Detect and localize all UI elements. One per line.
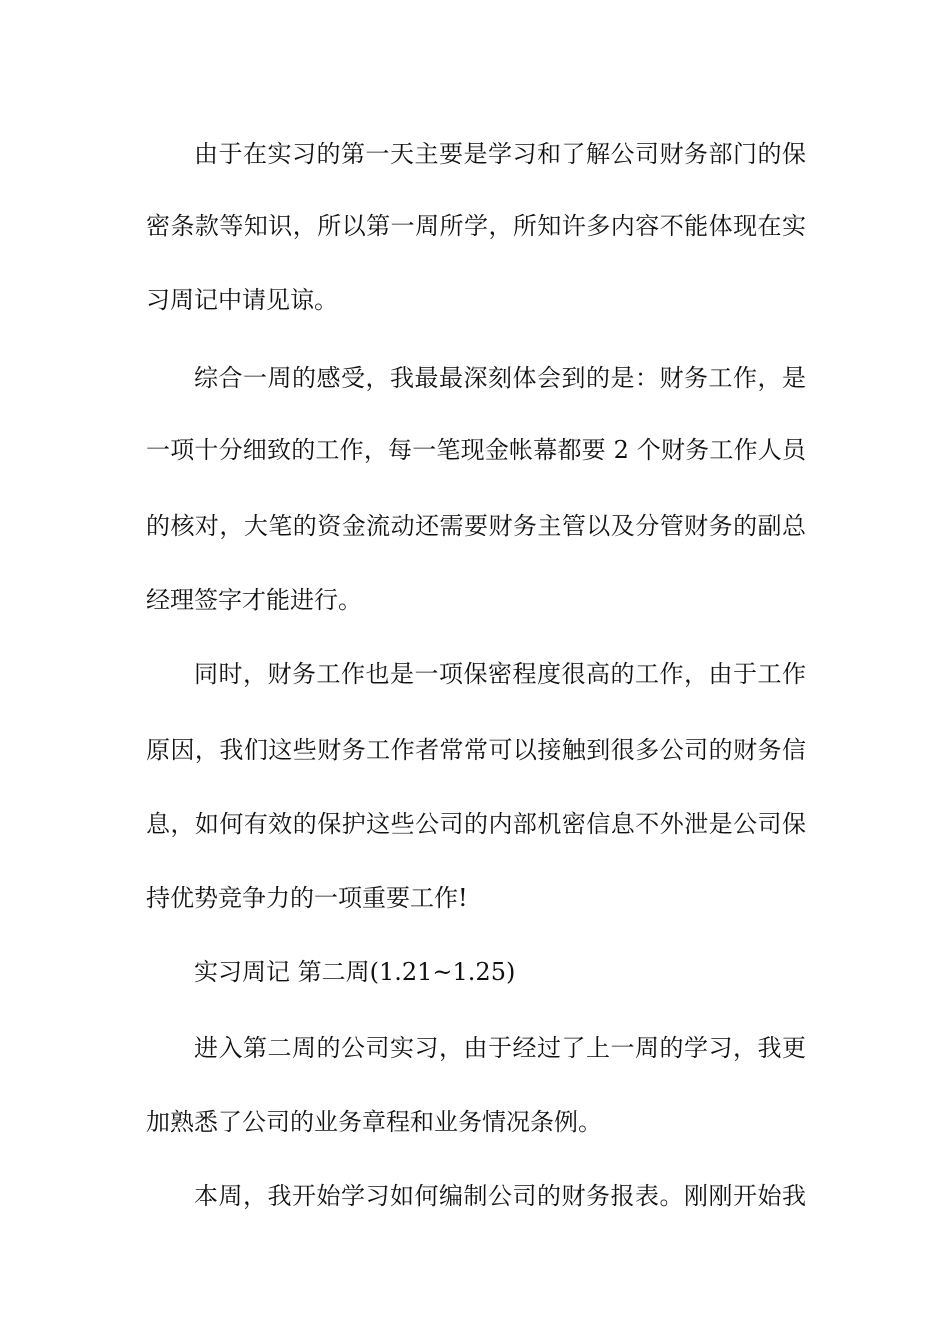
- text-line: 由于在实习的第一天主要是学习和了解公司财务部门的保: [194, 140, 806, 168]
- text-line: 同时，财务工作也是一项保密程度很高的工作，由于工作: [194, 660, 806, 688]
- text-line: 的核对，大笔的资金流动还需要财务主管以及分管财务的副总: [146, 512, 806, 540]
- text-line: 进入第二周的公司实习，由于经过了上一周的学习，我更: [194, 1034, 806, 1062]
- text-line: 经理签字才能进行。: [146, 586, 362, 614]
- text-line: 密条款等知识，所以第一周所学，所知许多内容不能体现在实: [146, 212, 806, 240]
- text-line: 原因，我们这些财务工作者常常可以接触到很多公司的财务信: [146, 736, 806, 764]
- text-line: 一项十分细致的工作，每一笔现金帐幕都要 2 个财务工作人员: [146, 436, 806, 464]
- text-line: 习周记中请见谅。: [146, 286, 338, 314]
- text-line: 综合一周的感受，我最最深刻体会到的是：财务工作，是: [194, 364, 806, 392]
- text-line: 息，如何有效的保护这些公司的内部机密信息不外泄是公司保: [146, 810, 806, 838]
- section-heading: 实习周记 第二周(1.21~1.25): [194, 958, 516, 986]
- text-line: 本周，我开始学习如何编制公司的财务报表。刚刚开始我: [194, 1182, 806, 1210]
- text-line: 加熟悉了公司的业务章程和业务情况条例。: [146, 1108, 602, 1136]
- text-line: 持优势竞争力的一项重要工作!: [146, 884, 468, 912]
